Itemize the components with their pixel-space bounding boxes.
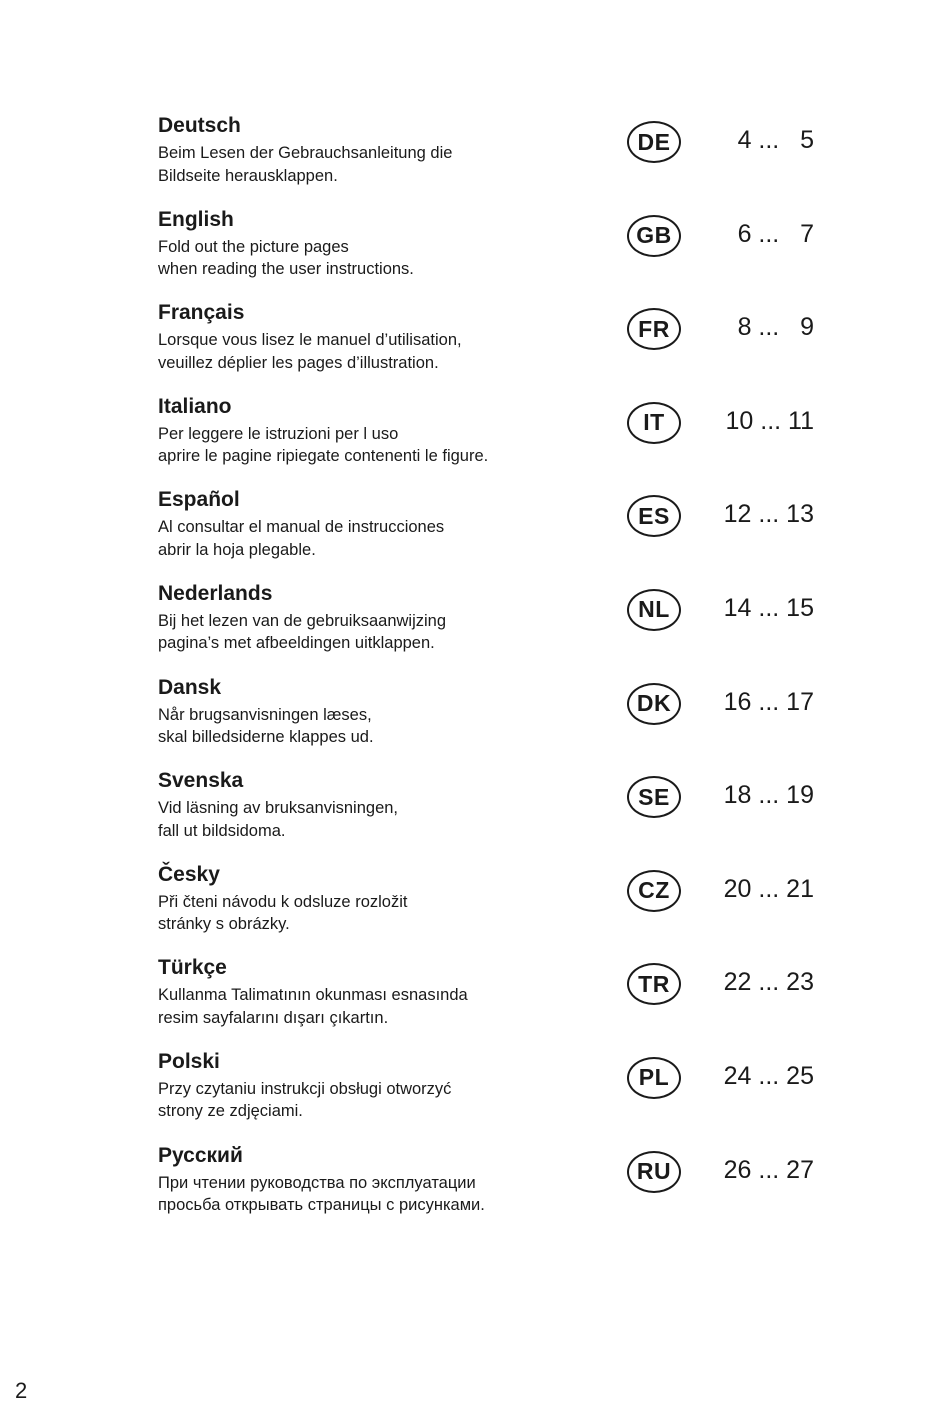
language-entry-cz — [0, 862, 950, 956]
country-code-badge: RU — [627, 1151, 681, 1193]
instruction-line-1: Al consultar el manual de instrucciones — [158, 518, 445, 537]
country-code-badge: ES — [627, 495, 681, 537]
language-instruction — [158, 984, 598, 1029]
instruction-line-2: strony ze zdjęciami. — [158, 1102, 303, 1121]
language-instruction — [158, 704, 598, 749]
language-instruction — [158, 891, 598, 936]
instruction-line-2: fall ut bildsidoma. — [158, 821, 286, 840]
language-instruction — [158, 142, 598, 187]
instruction-line-1: Per leggere le istruzioni per l uso — [158, 424, 399, 443]
page-range: 14 ... 15 — [723, 593, 814, 622]
instruction-line-1: Når brugsanvisningen læses, — [158, 705, 372, 724]
instruction-line-1: Bij het lezen van de gebruiksaanwijzing — [158, 611, 447, 630]
instruction-line-2: Bildseite herausklappen. — [158, 166, 338, 185]
page-range: 26 ... 27 — [723, 1155, 814, 1184]
instruction-line-2: abrir la hoja plegable. — [158, 540, 316, 559]
instruction-line-2: просьба открывать страницы с рисунками. — [158, 1196, 485, 1215]
language-name: Italiano — [158, 394, 232, 418]
country-code-badge: SE — [627, 776, 681, 818]
page-number: 2 — [15, 1378, 28, 1403]
page-range: 24 ... 25 — [723, 1061, 814, 1090]
instruction-line-2: when reading the user instructions. — [158, 260, 414, 279]
page-range: 4 ... 5 — [737, 126, 814, 154]
language-instruction — [158, 1078, 598, 1123]
entry-text — [158, 675, 598, 749]
language-entry-se — [0, 768, 950, 862]
language-entry-tr — [0, 955, 950, 1049]
country-code-badge: NL — [627, 589, 681, 631]
language-name: English — [158, 207, 234, 231]
instruction-line-2: skal billedsiderne klappes ud. — [158, 728, 374, 747]
language-entry-dk — [0, 675, 950, 769]
entry-text — [158, 207, 598, 281]
page-range: 16 ... 17 — [723, 687, 814, 716]
country-code-badge: GB — [627, 215, 681, 257]
entry-text — [158, 768, 598, 842]
language-entry-it — [0, 394, 950, 488]
language-entry-ru — [0, 1143, 950, 1237]
entry-text — [158, 394, 598, 468]
instruction-line-1: Kullanma Talimatının okunması esnasında — [158, 986, 468, 1005]
language-entry-es — [0, 487, 950, 581]
entry-text — [158, 581, 598, 655]
instruction-line-1: Beim Lesen der Gebrauchsanleitung die — [158, 144, 453, 162]
language-instruction — [158, 423, 598, 468]
entry-text — [158, 862, 598, 936]
entry-text — [158, 300, 598, 374]
page-range: 20 ... 21 — [723, 874, 814, 903]
page-range: 12 ... 13 — [723, 500, 814, 529]
language-index — [0, 113, 950, 1236]
language-name: Česky — [158, 862, 220, 886]
language-name: Polski — [158, 1049, 220, 1073]
language-name: Deutsch — [158, 114, 241, 137]
page-range: 18 ... 19 — [723, 781, 814, 810]
instruction-line-2: resim sayfalarını dışarı çıkartın. — [158, 1008, 389, 1027]
instruction-line-1: Při čteni návodu k odsluze rozložit — [158, 892, 408, 911]
language-name: Русский — [158, 1143, 243, 1167]
language-name: Español — [158, 488, 240, 512]
page-range: 10 ... 11 — [725, 406, 814, 435]
country-code-badge: IT — [627, 402, 681, 444]
country-code-badge: TR — [627, 963, 681, 1005]
country-code-badge: DK — [627, 683, 681, 725]
language-instruction — [158, 610, 598, 655]
country-code-badge: CZ — [627, 870, 681, 912]
page-range: 6 ... 7 — [737, 219, 814, 248]
language-instruction — [158, 516, 598, 561]
instruction-line-2: aprire le pagine ripiegate contenenti le figure. — [158, 447, 489, 466]
language-name: Türkçe — [158, 956, 227, 980]
page-range: 8 ... 9 — [737, 313, 814, 342]
instruction-line-1: Vid läsning av bruksanvisningen, — [158, 799, 399, 818]
entry-text — [158, 113, 598, 187]
instruction-line-2: veuillez déplier les pages d’illustration. — [158, 353, 439, 372]
language-instruction — [158, 797, 598, 842]
country-code-badge: PL — [627, 1057, 681, 1099]
instruction-line-1: При чтении руководства по эксплуатации — [158, 1173, 476, 1192]
language-entry-fr — [0, 300, 950, 394]
country-code-badge: DE — [627, 121, 681, 163]
language-entry-nl — [0, 581, 950, 675]
entry-text — [158, 1049, 598, 1123]
entry-text — [158, 955, 598, 1029]
instruction-line-1: Przy czytaniu instrukcji obsługi otworzyć — [158, 1079, 452, 1098]
instruction-line-2: stránky s obrázky. — [158, 915, 290, 934]
language-name: Dansk — [158, 675, 222, 699]
entry-text — [158, 1143, 598, 1217]
page-range: 22 ... 23 — [723, 968, 814, 997]
entry-text — [158, 487, 598, 561]
country-code-badge: FR — [627, 308, 681, 350]
language-instruction — [158, 329, 598, 374]
language-name: Svenska — [158, 769, 244, 793]
instruction-line-1: Lorsque vous lisez le manuel d’utilisation, — [158, 331, 462, 350]
language-entry-de — [0, 113, 950, 207]
language-name: Français — [158, 301, 245, 325]
instruction-line-2: pagina’s met afbeeldingen uitklappen. — [158, 634, 435, 653]
language-name: Nederlands — [158, 581, 273, 605]
language-entry-pl — [0, 1049, 950, 1143]
instruction-line-1: Fold out the picture pages — [158, 237, 349, 256]
language-instruction — [158, 1172, 598, 1217]
language-entry-gb — [0, 207, 950, 301]
language-instruction — [158, 236, 598, 281]
